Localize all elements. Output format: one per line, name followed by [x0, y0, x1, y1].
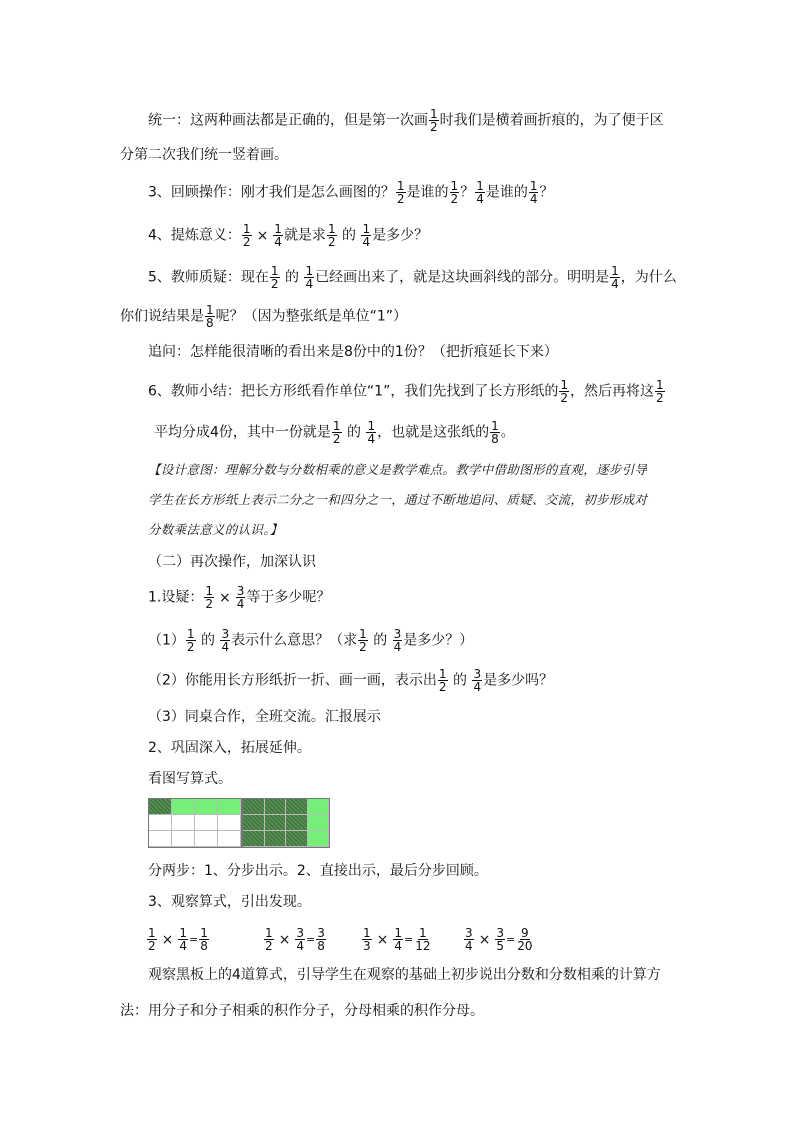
paragraph-question — [148, 265, 677, 290]
question-3: （3）同桌合作，全班交流。汇报展示 — [148, 709, 381, 725]
text-segment: 时我们是横着画折痕的，为了便于区 — [439, 112, 664, 129]
text-segment: 是谁的 — [485, 184, 528, 201]
fraction — [450, 180, 460, 205]
numerator: 3 — [473, 667, 482, 681]
denominator: 2 — [655, 391, 664, 405]
numerator: 1 — [274, 222, 282, 236]
fraction — [204, 585, 214, 610]
paragraph-observe: 观察黑板上的4道算式，引导学生在观察的基础上初步说出分数和分数相乘的计算方 — [148, 967, 661, 983]
grid-cell — [172, 815, 195, 831]
denominator: 2 — [205, 597, 213, 611]
paragraph-question-cont — [120, 304, 407, 329]
grid-cell — [218, 799, 241, 815]
fraction — [529, 180, 539, 205]
grid-cell — [149, 815, 172, 831]
fraction — [220, 628, 230, 653]
denominator: 4 — [465, 939, 473, 953]
equation — [146, 927, 263, 952]
text-segment: × — [161, 931, 174, 948]
fraction — [495, 927, 505, 952]
numerator: 3 — [221, 627, 230, 641]
numerator: 1 — [242, 222, 251, 236]
step-3: 3、观察算式，引出发现。 — [148, 894, 311, 910]
text-segment: 。 — [500, 424, 515, 441]
fraction — [362, 927, 372, 952]
text-segment: 3、回顾操作：刚才我们是怎么画图的？ — [148, 184, 395, 201]
grid-cell — [308, 799, 330, 815]
equation-row — [146, 927, 535, 952]
fraction — [559, 379, 569, 404]
fraction — [205, 304, 215, 329]
design-intent-note: 【设计意图：理解分数与分数相乘的意义是教学难点。教学中借助图形的直观，逐步引导学生在长方形纸上表示二分之一和四分之一，通过不断地追问、质疑、交流，初步形成对分数乘法意义的认识。】 — [148, 462, 648, 537]
denominator: 4 — [611, 277, 619, 291]
denominator: 2 — [265, 939, 273, 953]
denominator: 3 — [363, 939, 371, 953]
text-segment: = — [506, 933, 516, 946]
grid-cell — [172, 831, 195, 847]
fraction — [273, 223, 283, 248]
paragraph-followup: 追问：怎样能很清晰的看出来是8份中的1份？（把折痕延长下来） — [148, 344, 558, 360]
text-segment: × — [478, 931, 491, 948]
numerator: 1 — [200, 926, 208, 940]
fraction — [393, 927, 403, 952]
grid-cell — [243, 831, 265, 847]
paragraph-unify — [148, 108, 664, 133]
denominator: 4 — [305, 277, 314, 291]
fraction — [490, 420, 500, 445]
grid-cell — [308, 831, 330, 847]
fraction — [358, 628, 368, 653]
text-segment: 统一：这两种画法都是正确的，但是第一次画 — [148, 112, 428, 129]
numerator: 1 — [394, 926, 403, 940]
numerator: 1 — [430, 107, 438, 121]
numerator: 1 — [265, 926, 273, 940]
denominator: 4 — [529, 192, 538, 206]
fraction — [199, 927, 209, 952]
text-segment: 等于多少呢？ — [246, 589, 331, 606]
grid-cell — [195, 831, 218, 847]
text-segment: × — [219, 589, 231, 606]
fraction — [327, 223, 337, 248]
denominator: 8 — [200, 939, 208, 953]
text-segment: 6、教师小结：把长方形纸看作单位“1”，我们先找到了长方形纸的 — [148, 383, 559, 400]
fraction — [393, 628, 403, 653]
denominator: 4 — [296, 939, 305, 953]
denominator: 2 — [186, 640, 195, 654]
denominator: 4 — [274, 235, 282, 249]
text-segment: 呢？（因为整张纸是单位“1”） — [215, 308, 408, 325]
grid-cell — [243, 815, 265, 831]
fraction — [610, 265, 620, 290]
text-segment: = — [306, 933, 316, 946]
fraction — [242, 223, 252, 248]
denominator: 8 — [491, 432, 499, 446]
paragraph-observe-cont: 法：用分子和分子相乘的积作分子，分母相乘的积作分母。 — [120, 1003, 484, 1019]
numerator: 3 — [465, 926, 473, 940]
text-segment: ？ — [460, 184, 475, 201]
text-segment: 的 — [342, 227, 357, 244]
text-segment: 是多少吗？ — [483, 672, 554, 689]
numerator: 3 — [296, 926, 305, 940]
fraction — [361, 223, 371, 248]
numerator: 1 — [179, 926, 188, 940]
denominator: 4 — [221, 640, 230, 654]
grid-cell — [218, 831, 241, 847]
text-segment: × — [278, 931, 291, 948]
denominator: 4 — [393, 640, 402, 654]
grid-cell — [265, 799, 287, 815]
fraction — [316, 927, 326, 952]
denominator: 4 — [362, 235, 371, 249]
text-segment: ，然后再将这 — [569, 383, 654, 400]
step-2-instruction: 看图写算式。 — [148, 771, 232, 787]
text-segment: 是多少？） — [403, 632, 474, 649]
fraction — [186, 628, 196, 653]
question-1 — [148, 628, 473, 653]
grid-cell — [286, 799, 308, 815]
fraction — [304, 265, 314, 290]
denominator: 4 — [179, 939, 188, 953]
text-segment: 5、教师质疑：现在 — [148, 269, 269, 286]
fraction — [472, 668, 482, 693]
numerator: 3 — [317, 926, 325, 940]
grid-cell — [265, 815, 287, 831]
text-segment: 你们说结果是 — [120, 308, 204, 325]
numerator: 1 — [327, 222, 336, 236]
text-segment: 就是求 — [283, 227, 326, 244]
denominator: 4 — [476, 192, 484, 206]
denominator: 2 — [332, 432, 341, 446]
denominator: 12 — [415, 939, 431, 953]
denominator: 2 — [359, 640, 367, 654]
section-heading: （二）再次操作，加深认识 — [148, 554, 316, 570]
numerator: 1 — [611, 264, 619, 278]
fraction — [414, 927, 431, 952]
text-segment: 1.设疑： — [148, 589, 204, 606]
grid-cell — [195, 815, 218, 831]
fraction — [147, 927, 157, 952]
denominator: 2 — [396, 192, 405, 206]
text-segment: ，为什么 — [620, 269, 677, 286]
fraction — [332, 420, 342, 445]
paragraph-unify-cont: 分第二次我们统一竖着画。 — [120, 147, 288, 163]
step-2-method: 分两步：1、分步出示。2、直接出示，最后分步回顾。 — [148, 863, 488, 879]
text-segment: × — [376, 931, 389, 948]
paragraph-review — [148, 180, 553, 205]
grid-cell — [286, 815, 308, 831]
equation — [463, 927, 535, 952]
text-segment: 平均分成4份，其中一份就是 — [154, 424, 331, 441]
numerator: 1 — [438, 667, 447, 681]
numerator: 1 — [655, 378, 664, 392]
numerator: 9 — [521, 926, 529, 940]
grid-cell — [308, 815, 330, 831]
numerator: 1 — [206, 303, 214, 317]
numerator: 1 — [205, 584, 213, 598]
text-segment: 的 — [347, 424, 362, 441]
text-segment: （1） — [148, 632, 185, 649]
numerator: 1 — [270, 264, 279, 278]
denominator: 2 — [270, 277, 279, 291]
numerator: 1 — [491, 419, 499, 433]
text-segment: ？ — [539, 184, 554, 201]
numerator: 3 — [496, 926, 505, 940]
denominator: 5 — [496, 939, 505, 953]
numerator: 1 — [186, 627, 195, 641]
grid-cell — [149, 799, 172, 815]
question-setup — [148, 585, 330, 610]
fraction — [264, 927, 274, 952]
denominator: 8 — [206, 316, 214, 330]
text-segment: 的 — [201, 632, 216, 649]
fraction-grid-left — [148, 798, 242, 848]
text-segment: 的 — [373, 632, 388, 649]
text-segment: = — [404, 933, 414, 946]
fraction — [366, 420, 376, 445]
fraction — [438, 668, 448, 693]
denominator: 4 — [394, 939, 403, 953]
denominator: 8 — [317, 939, 325, 953]
paragraph-meaning — [148, 223, 428, 248]
numerator: 1 — [419, 926, 427, 940]
grid-cell — [149, 831, 172, 847]
denominator: 2 — [438, 680, 447, 694]
fraction — [655, 379, 665, 404]
numerator: 1 — [148, 926, 156, 940]
grid-cell — [265, 831, 287, 847]
grid-cell — [218, 815, 241, 831]
grid-cell — [172, 799, 195, 815]
text-segment: × — [256, 227, 269, 244]
denominator: 2 — [450, 192, 459, 206]
equation — [361, 927, 463, 952]
numerator: 1 — [367, 419, 376, 433]
denominator: 2 — [327, 235, 336, 249]
grid-cell — [286, 831, 308, 847]
fraction — [475, 180, 485, 205]
paragraph-summary — [148, 379, 666, 404]
numerator: 3 — [393, 627, 402, 641]
numerator: 1 — [332, 419, 341, 433]
step-2: 2、巩固深入，拓展延伸。 — [148, 740, 311, 756]
fraction — [236, 585, 246, 610]
fraction — [295, 927, 305, 952]
fraction — [270, 265, 280, 290]
text-segment: = — [189, 933, 199, 946]
fraction — [464, 927, 474, 952]
text-segment: 已经画出来了，就是这块画斜线的部分。明明是 — [315, 269, 610, 286]
fraction — [516, 927, 533, 952]
denominator: 2 — [560, 391, 568, 405]
denominator: 20 — [517, 939, 533, 953]
numerator: 1 — [450, 179, 459, 193]
numerator: 1 — [529, 179, 538, 193]
grid-cell — [243, 799, 265, 815]
fraction-grid-right — [242, 798, 330, 848]
equation — [263, 927, 361, 952]
text-segment: 4、提炼意义： — [148, 227, 241, 244]
denominator: 4 — [473, 680, 482, 694]
grid-cell — [195, 799, 218, 815]
numerator: 1 — [359, 627, 367, 641]
fraction — [178, 927, 188, 952]
numerator: 3 — [236, 584, 245, 598]
denominator: 2 — [148, 939, 156, 953]
denominator: 2 — [242, 235, 251, 249]
numerator: 1 — [363, 926, 371, 940]
text-segment: 的 — [285, 269, 300, 286]
fraction — [396, 180, 406, 205]
numerator: 1 — [560, 378, 568, 392]
text-segment: （2）你能用长方形纸折一折、画一画，表示出 — [148, 672, 437, 689]
text-segment: 是多少？ — [372, 227, 429, 244]
numerator: 1 — [396, 179, 405, 193]
question-2 — [148, 668, 553, 693]
paragraph-summary-cont — [154, 420, 515, 445]
denominator: 4 — [236, 597, 245, 611]
text-segment: 的 — [453, 672, 467, 689]
denominator: 4 — [367, 432, 376, 446]
denominator: 2 — [430, 120, 438, 134]
text-segment: 表示什么意思？（求 — [231, 632, 358, 649]
numerator: 1 — [305, 264, 314, 278]
fraction — [429, 108, 439, 133]
numerator: 1 — [476, 179, 484, 193]
text-segment: 是谁的 — [406, 184, 449, 201]
text-segment: ，也就是这张纸的 — [377, 424, 490, 441]
numerator: 1 — [362, 222, 371, 236]
